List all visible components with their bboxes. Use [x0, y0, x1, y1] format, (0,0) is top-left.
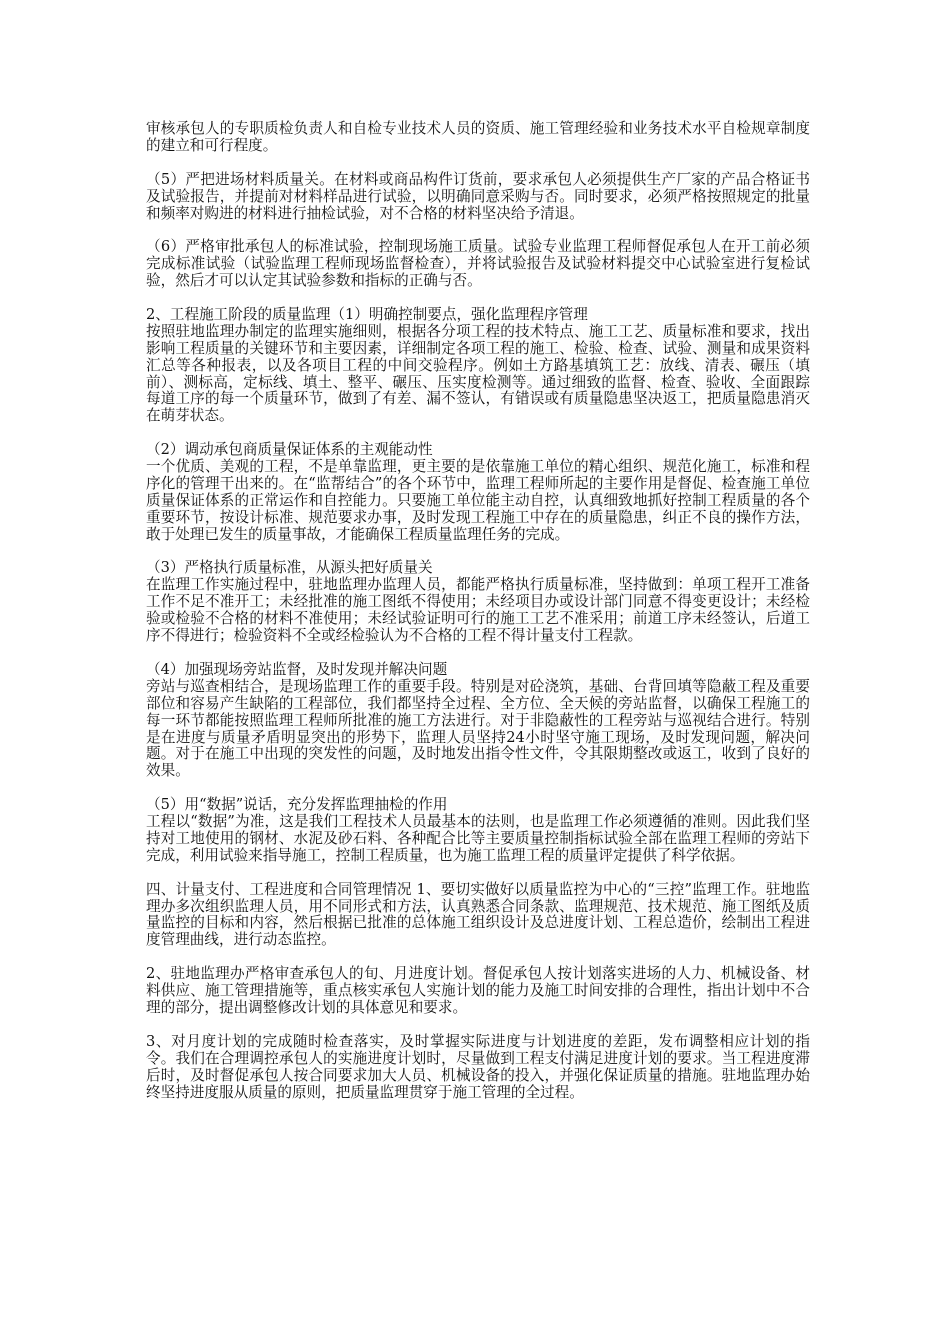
paragraph-data-inspection: （5）用“数据”说话，充分发挥监理抽检的作用 工程以“数据”为准，这是我们工程技术人员最基本的法则，也是监理工作必须遵循的准则。因此我们坚持对工地使用的钢材、水泥及砂石料、各种配合比等主要质量控制指标试验全部在监理工程师的旁站下完成，利用试验来指导施工，控制工程质量，也为施工监理工程的质量评定提供了科学依据。	[146, 796, 810, 864]
paragraph-site-supervision: （4）加强现场旁站监督，及时发现并解决问题 旁站与巡查相结合，是现场监理工作的重要手段。特别是对砼浇筑，基础、台背回填等隐蔽工程及重要部位和容易产生缺陷的工程部位，我们都坚持全过程、全方位、全天候的旁站监督，以确保工程施工的每一环节都能按照监理工程师所批准的施工方法进行。对于非隐蔽性的工程旁站与巡视结合进行。特别是在进度与质量矛盾明显突出的形势下，监理人员坚持24小时坚守施工现场，及时发现问题，解决问题。对于在施工中出现的突发性的问题，及时地发出指令性文件，令其限期整改或返工，收到了良好的效果。	[146, 660, 810, 780]
paragraph-quality-standard: （3）严格执行质量标准，从源头把好质量关 在监理工作实施过程中，驻地监理办监理人员，都能严格执行质量标准，坚持做到：单项工程开工准备工作不足不准开工；未经批准的施工图纸不得使用；未经项目办或设计部门同意不得变更设计；未经检验或检验不合格的材料不准使用；未经试验证明可行的施工工艺不准采用；前道工序未经签认，后道工序不得进行；检验资料不全或经检验认为不合格的工程不得计量支付工程款。	[146, 559, 810, 645]
paragraph-material-control: （5）严把进场材料质量关。在材料或商品构件订货前，要求承包人必须提供生产厂家的产品合格证书及试验报告，并提前对材料样品进行试验，以明确同意采购与否。同时要求，必须严格按照规定的批量和频率对购进的材料进行抽检试验，对不合格的材料坚决给予清退。	[146, 170, 810, 222]
paragraph-payment-progress: 四、计量支付、工程进度和合同管理情况 1、要切实做好以质量监控为中心的“三控”监理工作。驻地监理办多次组织监理人员，用不同形式和方法，认真熟悉合同条款、监理规范、技术规范、施工图纸及质量监控的目标和内容，然后根据已批准的总体施工组织设计及总进度计划、工程总造价，绘制出工程进度管理曲线，进行动态监控。	[146, 880, 810, 949]
paragraph-contractor-initiative: （2）调动承包商质量保证体系的主观能动性 一个优质、美观的工程，不是单靠监理，更主要的是依靠施工单位的精心组织、规范化施工，标准和程序化的管理干出来的。在“监帮结合”的各个环节中，监理工程师所起的主要作用是督促、检查施工单位质量保证体系的正常运作和自控能力。只要施工单位能主动自控，认真细致地抓好控制工程质量的各个重要环节，按设计标准、规范要求办事，及时发现工程施工中存在的质量隐患，纠正不良的操作方法，敢于处理已发生的质量事故，才能确保工程质量监理任务的完成。	[146, 441, 810, 543]
document-body	[146, 121, 810, 1101]
paragraph-monthly-plan: 3、对月度计划的完成随时检查落实，及时掌握实际进度与计划进度的差距，发布调整相应计划的指令。我们在合理调控承包人的实施进度计划时，尽量做到工程支付满足进度计划的要求。当工程进度滞后时，及时督促承包人按合同要求加大人员、机械设备的投入，并强化保证质量的措施。驻地监理办始终坚持进度服从质量的原则，把质量监理贯穿于施工管理的全过程。	[146, 1032, 810, 1101]
paragraph-qualification: 审核承包人的专职质检负责人和自检专业技术人员的资质、施工管理经验和业务技术水平自检规章制度的建立和可行程度。	[146, 120, 810, 154]
paragraph-schedule-review: 2、驻地监理办严格审查承包人的旬、月进度计划。督促承包人按计划落实进场的人力、机械设备、材料供应、施工管理措施等，重点核实承包人实施计划的能力及施工时间安排的合理性，指出计划中不合理的部分，提出调整修改计划的具体意见和要求。	[146, 965, 810, 1016]
paragraph-standard-test: （6）严格审批承包人的标准试验，控制现场施工质量。试验专业监理工程师督促承包人在开工前必须完成标准试验（试验监理工程师现场监督检查），并将试验报告及试验材料提交中心试验室进行复检试验，然后才可以认定其试验参数和指标的正确与否。	[146, 238, 810, 290]
paragraph-construction-stage: 2、工程施工阶段的质量监理（1）明确控制要点，强化监理程序管理 按照驻地监理办制定的监理实施细则，根据各分项工程的技术特点、施工工艺、质量标准和要求，找出影响工程质量的关键环节和主要因素，详细制定各项工程的施工、检验、检查、试验、测量和成果资料汇总等各种报表，以及各项目工程的中间交验程序。例如土方路基填筑工艺：放线、清表、碾压（填前）、测标高，定标线、填土、整平、碾压、压实度检测等。通过细致的监督、检查、验收、全面跟踪每道工序的每一个质量环节，做到了有差、漏不签认，有错误或有质量隐患坚决返工，把质量隐患消灭在萌芽状态。	[146, 305, 810, 425]
